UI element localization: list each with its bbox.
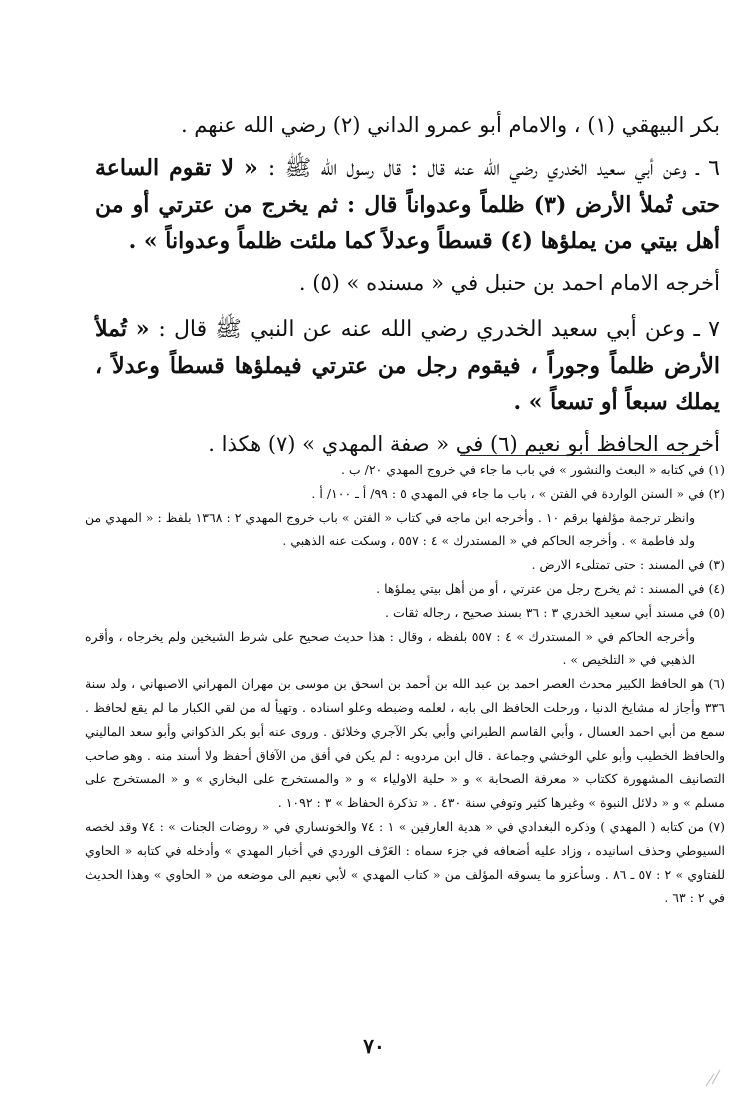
footnote-5: (٥) في مسند أبي سعيد الخدري ٣ : ٣٦ بسند صحيح ، رجاله ثقات . xyxy=(385,604,725,620)
hadith-6 xyxy=(95,150,720,259)
footnote-1: (١) في كتابه « البعث والنشور » في باب ما جاء في خروج المهدي ٢٠/ ب . xyxy=(340,462,725,477)
hadith-7-takhrij: أخرجه الحافظ أبو نعيم (٦) في « صفة المهدي » (٧) هكذا . xyxy=(208,432,720,456)
scan-mark xyxy=(700,1060,730,1090)
main-text xyxy=(95,100,720,472)
footnote-5-continued: وأخرجه الحاكم في « المستدرك » ٤ : ٥٥٧ بلفظه ، وقال : هذا حديث صحيح على شرط الشيخين ولم يخرجاه ، وأقره الذهبي في « التلخيص » . xyxy=(85,628,696,668)
page-number: ٧٠ xyxy=(363,1034,385,1058)
footnotes xyxy=(85,458,725,910)
footnote-6: (٦) هو الحافظ الكبير محدث العصر احمد بن عبد الله بن أحمد بن اسحق بن موسى بن مهران المهراني الاصبهاني ، ولد سنة ٣٣٦ وأجاز له مشايخ الدنيا ، ورحلت الحافظ الى بابه ، لعلمه وضبطه وعلو اسناده . وتهيأ له من لقي الكبار ما لم يقع لحافظ . سمع من أبي احمد العسال ، وأبي القاسم الطبراني وأبي بكر الآجري وخلائق . وروى عنه أبو بكر الذكواني وأبو سعد الماليني والحافظ الخطيب وأبو علي الوخشي وجماعة . قال ابن مردويه : لم يكن في أفق من الآفاق أحفظ ولا أسند منه . وهو صاحب التصانيف المشهورة ككتاب « معرفة الصحابة » و « حلية الاولياء » و « والمستخرج على البخاري » و « المستخرج على مسلم » و « دلائل النبوة » وغيرها كثير وتوفي سنة ٤٣٠ . « تذكرة الحفاظ » ٣ : ١٠٩٢ . xyxy=(85,676,725,811)
footnote-separator xyxy=(460,455,700,456)
footnote-2: (٢) في « السنن الواردة في الفتن » ، باب ما جاء في المهدي ٥ : ٩٩/ أ ـ ١٠٠/ أ . xyxy=(311,485,725,501)
hadith-7-text: « تُملأ الأرض ظلماً وجوراً ، فيقوم رجل من عترتي فيملؤها قسطاً وعدلاً ، يملك سبعاً أو تسعاً » . xyxy=(95,316,720,415)
hadith-6-lead: ٦ ـ وعن أبي سعيد الخدري رضي الله عنه قال : قال رسول الله ﷺ : xyxy=(267,156,720,181)
hadith-7 xyxy=(95,311,720,420)
hadith-6-text: « لا تقوم الساعة حتى تُملأ الأرض (٣) ظلماً وعدواناً قال : ثم يخرج من عترتي أو من أهل بيتي من يملؤها (٤) قسطاً وعدلاً كما ملئت ظلماً وعدواناً » . xyxy=(95,155,721,254)
hadith-7-lead: ٧ ـ وعن أبي سعيد الخدري رضي الله عنه عن النبي ﷺ قال : xyxy=(158,317,720,342)
footnote-2-continued: وانظر ترجمة مؤلفها برقم ١٠ . وأخرجه ابن ماجه في كتاب « الفتن » باب خروج المهدي ٢ : ١٣٦٨ بلفظ : « المهدي من ولد فاطمة » . وأخرجه الحاكم في « المستدرك » ٤ : ٥٥٧ ، وسكت عنه الذهبي . xyxy=(85,509,696,549)
footnote-3: (٣) في المسند : حتى تمتلىء الارض . xyxy=(531,557,725,573)
hadith-6-takhrij: أخرجه الامام احمد بن حنبل في « مسنده » (٥) . xyxy=(298,271,720,295)
footnote-7: (٧) من كتابه ( المهدي ) وذكره البغدادي في « هدية العارفين » ١ : ٧٤ والخونساري في « روضات الجنات » : ٧٤ وقد لخصه السيوطي وحذف اسانيده ، وزاد عليه أضعافه في جزء سماه : العَرْف الوردي في أخبار المهدي » وأدخله في كتابه « الحاوي للفتاوي » ٢ : ٥٧ ـ ٨٦ . وسأعزو ما يسوقه المؤلف من « كتاب المهدي » لأبي نعيم الى موضعه من « الحاوي » وهذا الحديث في ٢ : ٦٣ . xyxy=(85,818,726,906)
footnote-4: (٤) في المسند : ثم يخرج رجل من عترتي ، أو من أهل بيتي يملؤها . xyxy=(376,580,725,596)
opening-line: بكر البيهقي (١) ، والامام أبو عمرو الداني (٢) رضي الله عنهم . xyxy=(180,113,720,137)
